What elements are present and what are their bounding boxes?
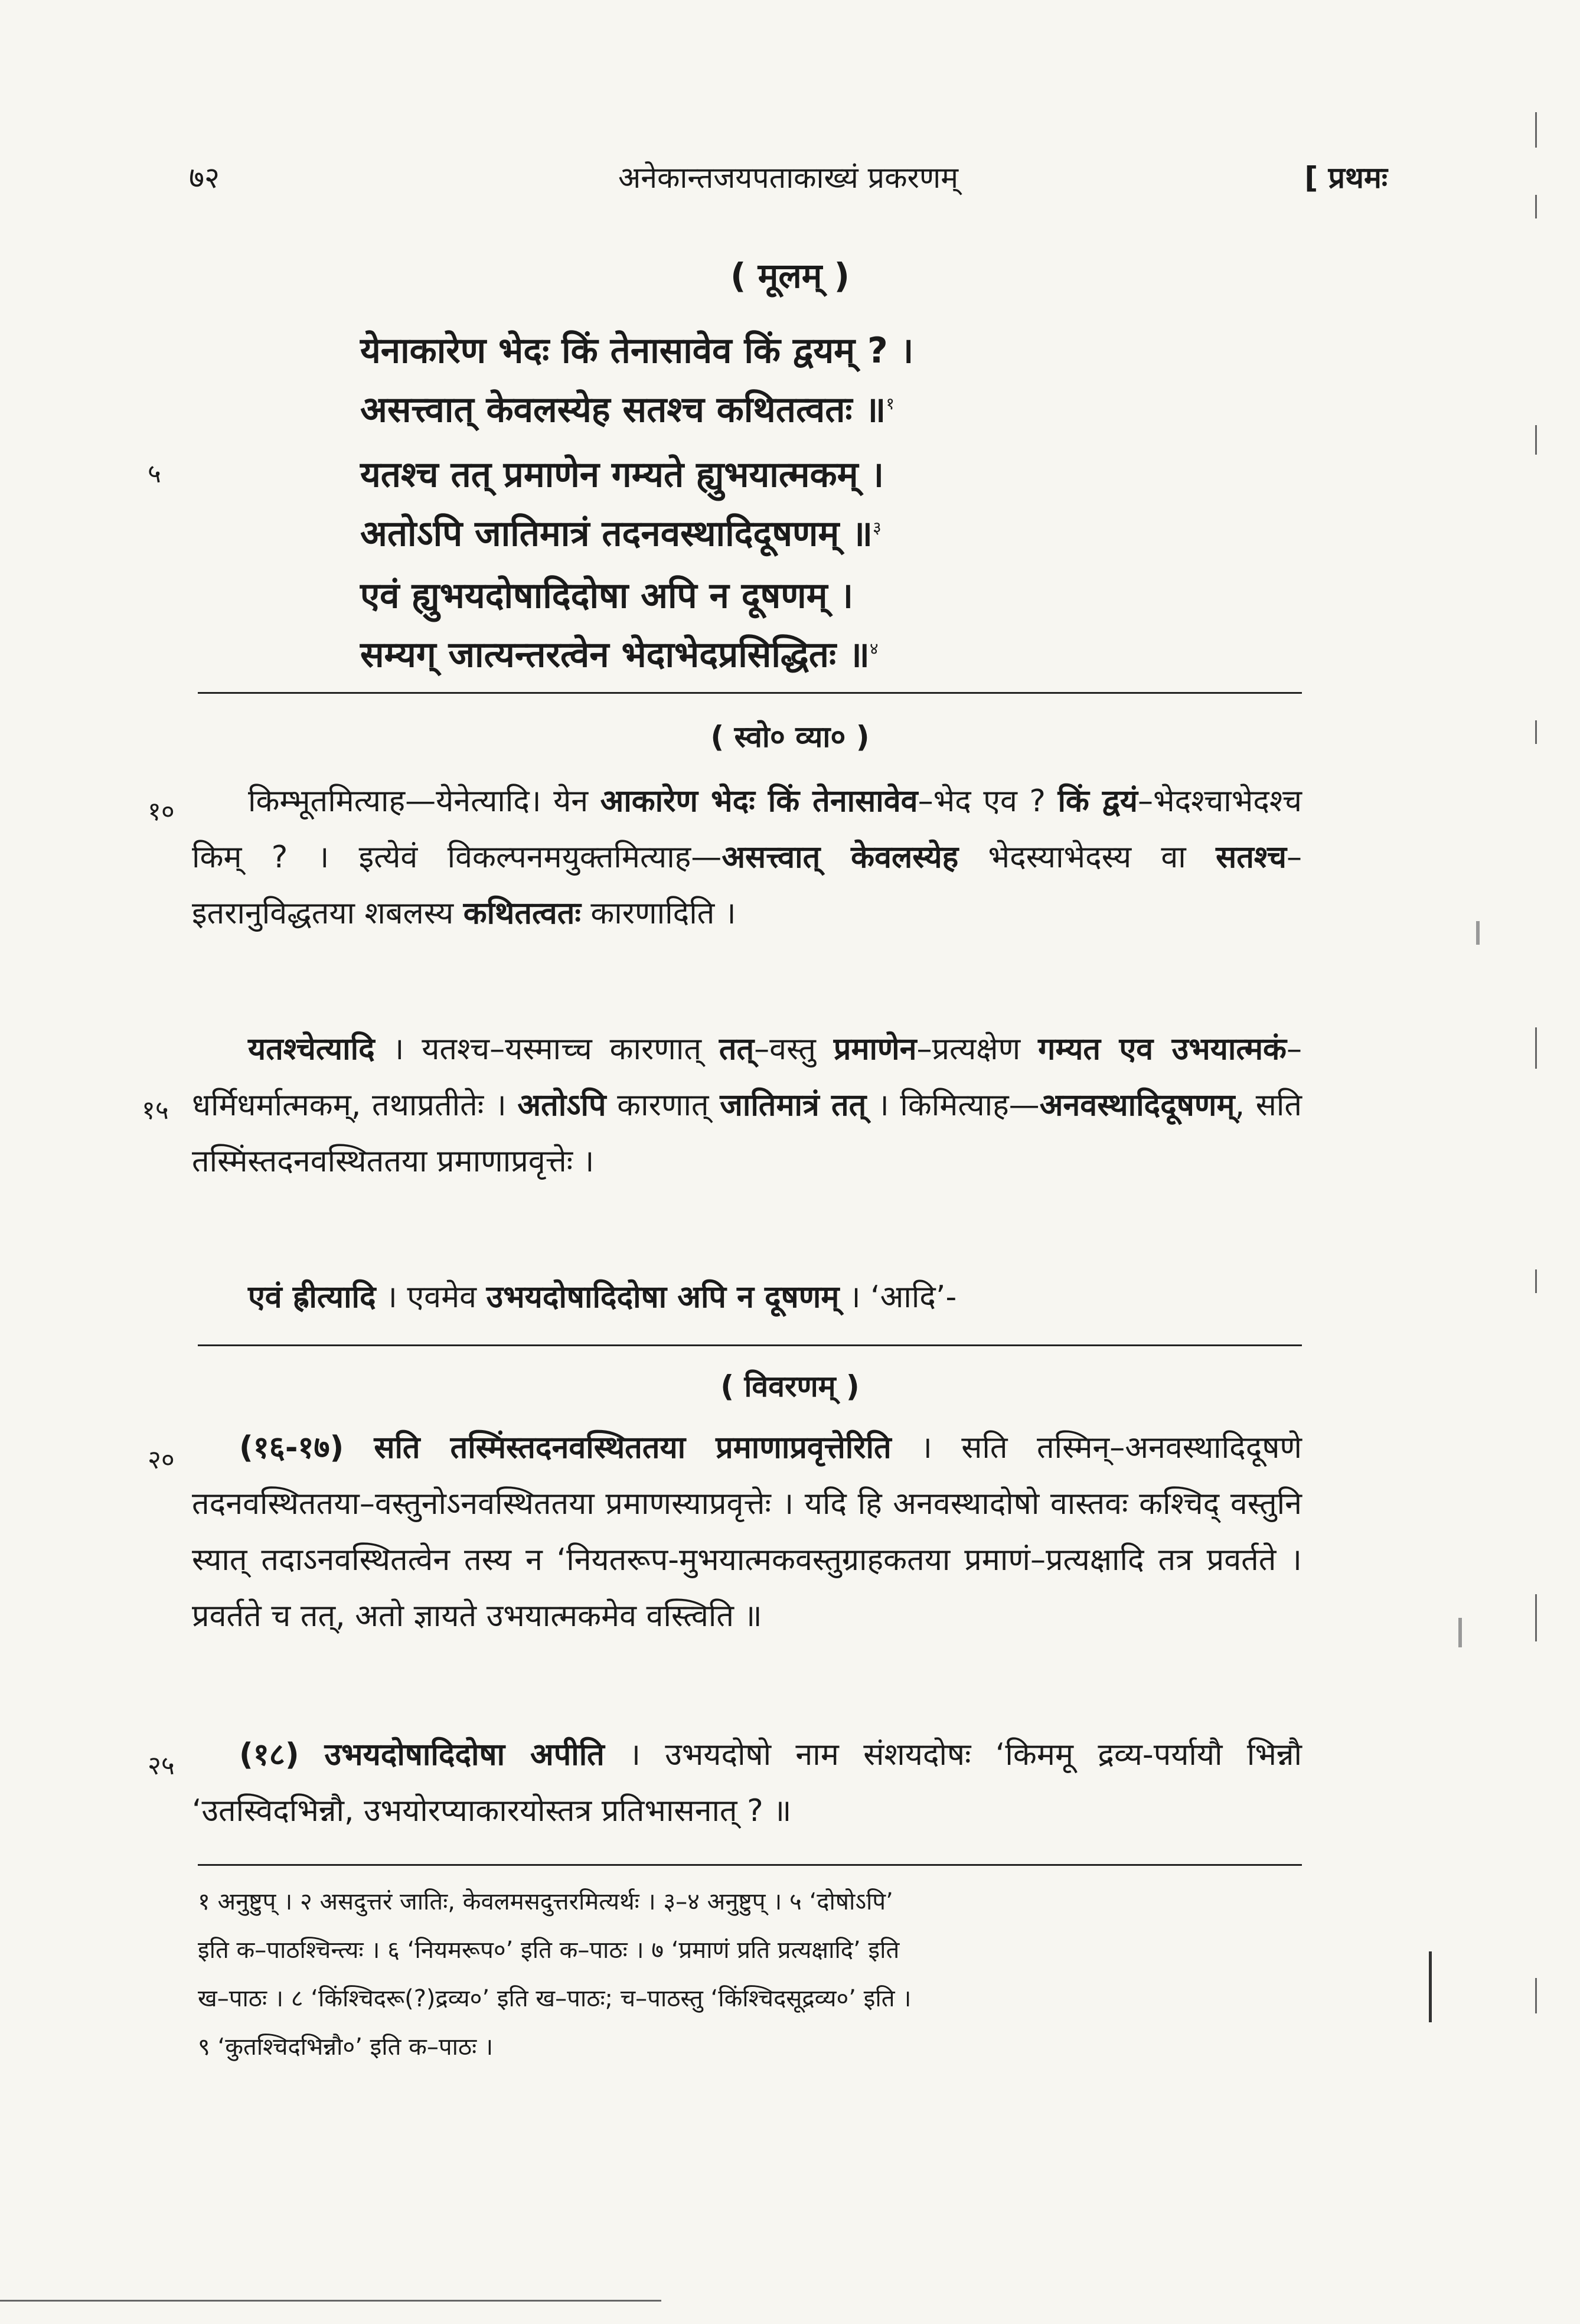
text-run: , सति तस्मिंस्तदनवस्थिततया प्रमाणाप्रवृत्तेः । (192, 1088, 1302, 1179)
line-number: १० (148, 797, 175, 827)
line-number: १५ (142, 1095, 169, 1125)
verse-note: १ (886, 394, 895, 413)
page-number: ७२ (189, 161, 220, 195)
bold-run: उभयदोषादिदोषा अपि न दूषणम् (486, 1279, 840, 1315)
bold-run: प्रमाणेन (833, 1032, 917, 1067)
verse-text: येनाकारेण भेदः किं तेनासावेव किं द्वयम् ? । (360, 330, 914, 371)
bold-run: यतश्चेत्यादि (248, 1032, 375, 1067)
verse-note: ३ (873, 518, 882, 537)
text-run: येनेत्यादि (436, 784, 530, 819)
scan-edge-mark (1535, 720, 1537, 744)
text-run: कारणादिति । (580, 896, 736, 931)
verse-line-2 (360, 384, 1216, 443)
text-run: भेदस्याभेदस्य वा (958, 840, 1216, 875)
scan-edge-mark (1535, 1978, 1537, 2013)
vivarana-paragraph-1 (192, 1420, 1302, 1644)
text-run: किम्भूतमित्याह— (248, 784, 436, 819)
line-number: २० (148, 1445, 175, 1475)
scan-edge-mark (1535, 112, 1537, 148)
margin-mark (1429, 1951, 1432, 2022)
text-run: –प्रत्यक्षेण (916, 1032, 1039, 1067)
vivarana-heading: ( विवरणम् ) (720, 1369, 860, 1403)
scan-edge-mark (1535, 1027, 1537, 1069)
text-run: । ‘आदि’- (839, 1279, 957, 1315)
verse-text: अतोऽपि जातिमात्रं तदनवस्थादिदूषणम् ॥ (360, 513, 873, 554)
bold-run: अनवस्थादिदूषणम् (1039, 1088, 1235, 1123)
verse-text: असत्त्वात् केवलस्येह सतश्च कथितत्वतः ॥ (360, 389, 886, 430)
scan-edge-mark (1535, 425, 1537, 455)
verse-line-4 (360, 508, 1216, 567)
svopajna-paragraph-1 (192, 773, 1302, 942)
bold-run: सतश्च (1216, 840, 1287, 875)
footnote-line: ख–पाठः । ८ ‘किंश्चिदरू(?)द्रव्य०’ इति ख–पाठः; च–पाठस्तु ‘किंश्चिदसूद्रव्य०’ इति । (198, 1985, 912, 2012)
bold-run: एवं ह्रीत्यादि (248, 1279, 376, 1315)
section-divider (198, 1344, 1302, 1346)
text-run: –भेद एव ? (918, 784, 1058, 819)
text-run: । किमित्याह— (866, 1088, 1040, 1123)
footnote-line: इति क–पाठश्चिन्त्यः । ६ ‘नियमरूप०’ इति क–पाठः । ७ ‘प्रमाणं प्रति प्रत्यक्षादि’ इति (198, 1937, 900, 1964)
bold-run: अतोऽपि (517, 1088, 606, 1123)
text-run: –इतरानुविद्धतया शबलस्य (192, 840, 1302, 931)
verse-text: यतश्च तत् प्रमाणेन गम्यते ह्युभयात्मकम् । (360, 454, 884, 495)
scan-edge-mark (1535, 195, 1537, 218)
bold-run: जातिमात्रं तत् (720, 1088, 867, 1123)
text-run: –वस्तु (754, 1032, 834, 1067)
footnote-divider (198, 1864, 1302, 1866)
bold-run: तत् (719, 1032, 755, 1067)
text-run: –भेदश्चाभेदश्च किम् ? । इत्येवं विकल्पनमयुक्तमित्याह— (192, 784, 1302, 875)
text-run: । एवमेव (376, 1279, 487, 1315)
mula-heading: ( मूलम् ) (730, 256, 850, 296)
line-number: ५ (148, 459, 161, 489)
verse-text: सम्यग् जात्यन्तरत्वेन भेदाभेदप्रसिद्धितः ॥ (360, 634, 870, 675)
bold-run: किं द्वयं (1057, 784, 1138, 819)
bold-run: कथितत्वतः (463, 896, 581, 931)
text-run: । उभयदोषो नाम संशयदोषः ‘किममू द्रव्य-पर्यायौ भिन्नौ ‘उतस्विदभिन्नौ, उभयोरप्याकारयोस्तत्र प्रतिभासनात् ? ॥ (192, 1737, 1302, 1829)
bold-run: गम्यत एव उभयात्मकं (1038, 1032, 1287, 1067)
text-run: –धर्मिधर्मात्मकम्, तथाप्रतीतेः । (192, 1032, 1302, 1123)
text-run: । यतश्च–यस्माच्च कारणात् (374, 1032, 719, 1067)
verse-line-5 (360, 570, 1216, 629)
scan-edge-mark (1476, 921, 1480, 945)
svopajna-paragraph-2 (192, 1021, 1302, 1190)
section-divider (198, 692, 1302, 694)
section-label: [ प्रथमः (1304, 161, 1388, 195)
footnote-line: ९ ‘कुतश्चिदभिन्नौ०’ इति क–पाठः । (198, 2034, 494, 2061)
svopajna-heading: ( स्वो० व्या० ) (710, 720, 870, 754)
running-title: अनेकान्तजयपताकाख्यं प्रकरणम् (618, 161, 958, 195)
bold-run: (१८) उभयदोषादिदोषा अपीति (239, 1737, 605, 1773)
text-run: कारणात् (606, 1088, 720, 1123)
text-run: । सति तस्मिन्–अनवस्थादिदूषणे तदनवस्थिततया–वस्तुनोऽनवस्थिततया प्रमाणस्याप्रवृत्तेः । यदि हि अनवस्थादोषो वास्तवः कश्चिद् वस्तुनि स्यात् तदाऽनवस्थितत्वेन तस्य न ‘नियतरूप-मुभयात्मकवस्तुग्राहकतया प्रमाणं–प्रत्यक्षादि तत्र प्रवर्तते । प्रवर्तते च तत्, अतो ज्ञायते उभयात्मकमेव वस्त्विति ॥ (192, 1430, 1302, 1634)
verse-line-6 (360, 629, 1216, 688)
line-number: २५ (148, 1751, 175, 1781)
bold-run: असत्त्वात् केवलस्येह (722, 840, 959, 875)
bold-run: आकारेण भेदः किं तेनासावेव (600, 784, 918, 819)
text-run: । येन (529, 784, 600, 819)
verse-line-3 (360, 449, 1216, 508)
verse-text: एवं ह्युभयदोषादिदोषा अपि न दूषणम् । (360, 575, 854, 616)
svopajna-paragraph-3 (192, 1269, 1302, 1326)
verse-line-1 (360, 325, 1216, 384)
vivarana-paragraph-2 (192, 1727, 1302, 1839)
bold-run: (१६-१७) (239, 1430, 374, 1465)
bold-run: सति तस्मिंस्तदनवस्थिततया प्रमाणाप्रवृत्तेरिति (374, 1430, 892, 1465)
footnotes (198, 1878, 1302, 2071)
running-header (189, 156, 1388, 204)
scan-edge-mark (1535, 1269, 1537, 1293)
scan-edge-mark (1535, 1594, 1537, 1641)
verse-note: ४ (869, 639, 879, 658)
scan-bottom-line (0, 2300, 661, 2302)
scan-edge-mark (1458, 1618, 1462, 1647)
footnote-line: १ अनुष्टुप् । २ असदुत्तरं जातिः, केवलमसदुत्तरमित्यर्थः । ३–४ अनुष्टुप् । ५ ‘दोषोऽपि’ (198, 1888, 893, 1915)
